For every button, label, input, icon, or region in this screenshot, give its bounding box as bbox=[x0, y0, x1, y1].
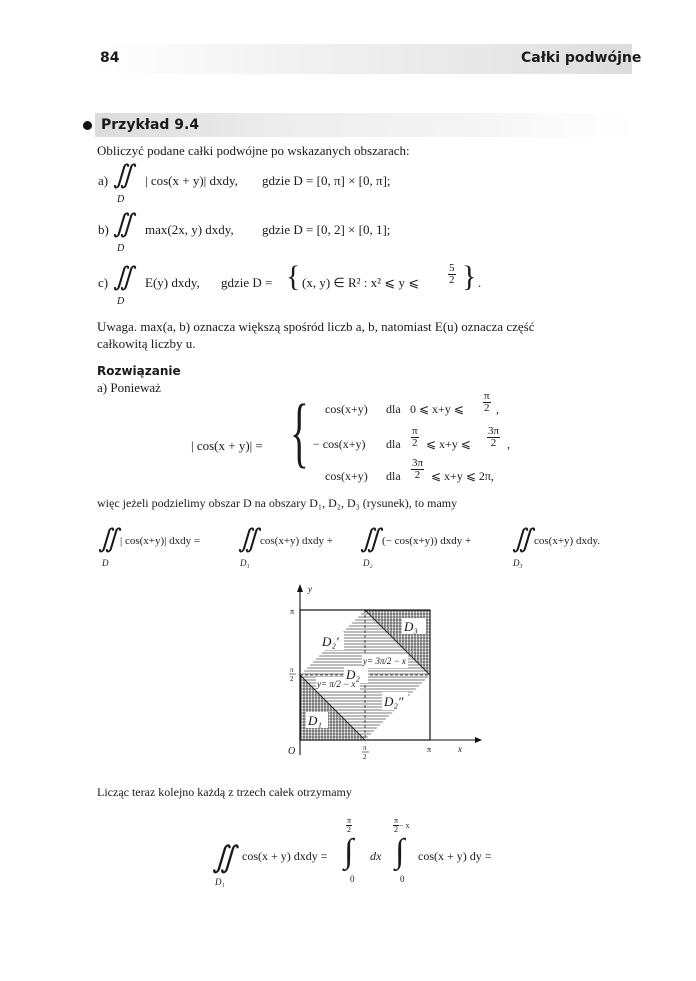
case-1-dla: dla bbox=[386, 402, 401, 416]
tick-y-pi2-den: 2 bbox=[290, 675, 294, 683]
final-rhs: cos(x + y) dy = bbox=[418, 849, 492, 863]
split-text: więc jeżeli podzielimy obszar D na obszary D₁, D₂, D₃ (rysunek), to mamy bbox=[97, 496, 458, 510]
label-line-2: y= 3π/2 − x bbox=[363, 656, 406, 666]
item-c-sub: D bbox=[117, 296, 125, 307]
split-term-1: | cos(x+y)| dxdy = bbox=[120, 535, 201, 547]
item-b-integrand: max(2x, y) dxdy, bbox=[145, 222, 234, 237]
split-term-4: cos(x+y) dxdy. bbox=[534, 535, 600, 547]
final-dx: dx bbox=[370, 849, 382, 863]
axis-y-label: y bbox=[308, 584, 312, 594]
label-d2-prime: D₂′ bbox=[322, 634, 339, 649]
case-1-post: , bbox=[496, 402, 499, 416]
solution-intro: a) Ponieważ bbox=[97, 380, 161, 395]
case-3-post: ⩽ x+y ⩽ 2π, bbox=[431, 469, 494, 483]
tick-x-pi: π bbox=[427, 745, 432, 754]
fraction-num: 5 bbox=[449, 262, 455, 274]
left-brace: { bbox=[286, 260, 301, 293]
case-3-expr: cos(x+y) bbox=[325, 469, 368, 483]
label-d3: D₃ bbox=[404, 619, 418, 634]
item-a-integrand: | cos(x + y)| dxdy, bbox=[145, 173, 238, 188]
case-1-cond: 0 ⩽ x+y ⩽ bbox=[410, 402, 464, 416]
integral-sign: ∫ bbox=[344, 833, 354, 870]
fraction-den: 2 bbox=[394, 825, 399, 834]
split-sub-1: D bbox=[102, 558, 109, 568]
case-2-mid: ⩽ x+y ⩽ bbox=[426, 437, 471, 451]
double-integral-sign: ∬ bbox=[212, 841, 236, 874]
note-line-1: Uwaga. max(a, b) oznacza większą spośród liczb a, b, natomiast E(u) oznacza część bbox=[97, 319, 535, 334]
fraction-num: 3π bbox=[412, 457, 424, 469]
case-2-dla: dla bbox=[386, 437, 401, 451]
double-integral-sign: ∬ bbox=[113, 209, 134, 238]
fraction-den: 2 bbox=[490, 437, 497, 449]
note-line-2: całkowitą liczby u. bbox=[97, 336, 196, 351]
case-2-expr: − cos(x+y) bbox=[313, 437, 366, 451]
double-integral-sign: ∬ bbox=[512, 524, 533, 553]
case-3-dla: dla bbox=[386, 469, 401, 483]
fraction-den: 2 bbox=[347, 825, 352, 834]
final-lower-2: 0 bbox=[400, 874, 405, 884]
tick-x-pi2-num: π bbox=[363, 744, 367, 752]
label-d2: D₂ bbox=[346, 667, 360, 682]
item-a-label: a) bbox=[98, 173, 109, 188]
fraction-den: 2 bbox=[449, 274, 455, 286]
solution-heading: Rozwiązanie bbox=[97, 364, 181, 378]
cases-brace: { bbox=[290, 388, 309, 475]
item-a-domain: gdzie D = [0, π] × [0, π]; bbox=[262, 173, 391, 188]
region-figure bbox=[270, 580, 490, 770]
fraction-num: π bbox=[412, 425, 418, 437]
item-c-integrand: E(y) dxdy, bbox=[145, 275, 200, 290]
fraction-den: 2 bbox=[484, 402, 490, 414]
example-title: Przykład 9.4 bbox=[101, 117, 200, 133]
page-number: 84 bbox=[100, 50, 120, 66]
origin-label: O bbox=[288, 746, 296, 757]
split-sub-4: D₃ bbox=[513, 558, 523, 568]
cases-lhs: | cos(x + y)| = bbox=[191, 438, 263, 453]
right-brace: } bbox=[462, 260, 477, 293]
final-sub: D₁ bbox=[215, 877, 225, 887]
chapter-title: Całki podwójne bbox=[521, 50, 642, 66]
label-d1: D₁ bbox=[308, 713, 322, 728]
item-c-label: c) bbox=[98, 275, 109, 290]
item-b-label: b) bbox=[98, 222, 109, 237]
item-b-domain: gdzie D = [0, 2] × [0, 1]; bbox=[262, 222, 391, 237]
double-integral-sign: ∬ bbox=[113, 160, 134, 189]
tick-y-pi2-num: π bbox=[290, 666, 294, 674]
split-term-3: (− cos(x+y)) dxdy + bbox=[382, 535, 472, 547]
next-text: Licząc teraz kolejno każdą z trzech całek otrzymamy bbox=[97, 785, 352, 799]
case-1-frac bbox=[483, 391, 491, 414]
split-term-2: cos(x+y) dxdy + bbox=[260, 535, 333, 547]
item-a-sub: D bbox=[117, 194, 125, 205]
case-2-frac-b bbox=[487, 426, 500, 449]
axis-x-label: x bbox=[458, 744, 462, 754]
double-integral-sign: ∬ bbox=[360, 524, 381, 553]
double-integral-sign: ∬ bbox=[98, 524, 119, 553]
fraction-num: 3π bbox=[488, 425, 500, 437]
x-axis-arrow bbox=[475, 737, 482, 743]
case-3-frac bbox=[411, 458, 424, 481]
split-sub-3: D₂ bbox=[363, 558, 373, 568]
split-sub-2: D₁ bbox=[240, 558, 250, 568]
final-lower-1: 0 bbox=[350, 874, 355, 884]
fraction-num: π bbox=[484, 390, 490, 402]
final-lhs: cos(x + y) dxdy = bbox=[242, 849, 328, 863]
fraction-num: π bbox=[394, 816, 399, 825]
item-c-fraction bbox=[448, 263, 456, 286]
case-2-frac-a bbox=[411, 426, 419, 449]
example-intro: Obliczyć podane całki podwójne po wskazanych obszarach: bbox=[97, 143, 410, 158]
case-2-post: , bbox=[507, 437, 510, 451]
label-line-1: y= π/2 − x bbox=[317, 679, 356, 689]
tick-x-pi2-den: 2 bbox=[363, 753, 367, 761]
tick-y-pi: π bbox=[290, 607, 295, 616]
item-c-domain-pre: gdzie D = bbox=[221, 275, 273, 290]
label-d2-double-prime: D₂″ bbox=[384, 694, 404, 709]
item-c-set: (x, y) ∈ R² : x² ⩽ y ⩽ bbox=[302, 275, 420, 290]
fraction-num: π bbox=[347, 816, 352, 825]
y-axis-arrow bbox=[297, 584, 303, 592]
fraction-den: 2 bbox=[412, 437, 418, 449]
case-1-expr: cos(x+y) bbox=[325, 402, 368, 416]
double-integral-sign: ∬ bbox=[113, 262, 134, 291]
fraction-rest: − x bbox=[399, 821, 410, 830]
item-b-sub: D bbox=[117, 243, 125, 254]
final-upper-2 bbox=[393, 815, 410, 834]
integral-sign: ∫ bbox=[395, 833, 405, 870]
fraction-den: 2 bbox=[414, 469, 421, 481]
final-upper-1 bbox=[346, 815, 352, 834]
double-integral-sign: ∬ bbox=[238, 524, 259, 553]
item-c-end: . bbox=[478, 275, 482, 290]
bullet-icon bbox=[83, 121, 92, 130]
